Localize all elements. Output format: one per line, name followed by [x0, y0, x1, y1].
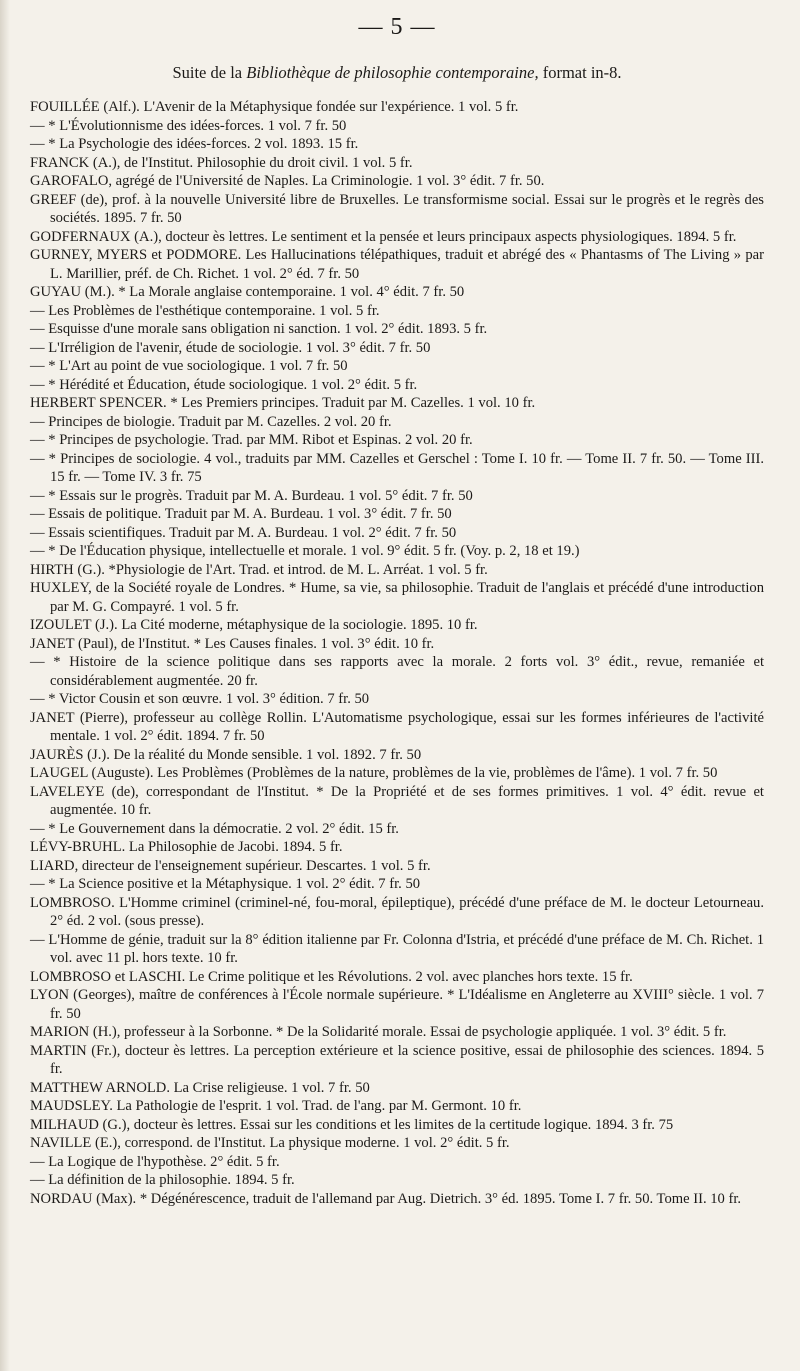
catalogue-entry: MARION (H.), professeur à la Sorbonne. * De la Solidarité morale. Essai de psychologie appliquée. 1 vol. 3° édit. 5 fr.: [30, 1024, 727, 1040]
catalogue-entry: LYON (Georges), maître de conférences à l'École normale supérieure. * L'Idéalisme en Angleterre au XVIII° siècle. 1 vol. 7 fr. 50: [30, 987, 764, 1022]
catalogue-entry: LÉVY-BRUHL. La Philosophie de Jacobi. 1894. 5 fr.: [30, 839, 343, 855]
catalogue-entry: — La Logique de l'hypothèse. 2° édit. 5 fr.: [30, 1153, 280, 1170]
catalogue-entry: — L'Homme de génie, traduit sur la 8° édition italienne par Fr. Colonna d'Istria, et précédé d'une préface de M. Ch. Richet. 1 vol. avec 11 pl. hors texte. 10 fr.: [30, 931, 764, 966]
catalogue-entry: — * La Science positive et la Métaphysique. 1 vol. 2° édit. 7 fr. 50: [30, 876, 421, 892]
catalogue-entry: — * Victor Cousin et son œuvre. 1 vol. 3° édition. 7 fr. 50: [30, 691, 370, 707]
page-number: — 5 —: [358, 14, 436, 40]
catalogue-entry: LIARD, directeur de l'enseignement supérieur. Descartes. 1 vol. 5 fr.: [30, 857, 431, 874]
catalogue-entry: MATTHEW ARNOLD. La Crise religieuse. 1 vol. 7 fr. 50: [30, 1079, 370, 1096]
catalogue-entry: MARTIN (Fr.), docteur ès lettres. La perception extérieure et la science positive, essai de philosophie des sciences. 1894. 5 fr.: [30, 1042, 764, 1077]
catalogue-entry: GUYAU (M.). * La Morale anglaise contemporaine. 1 vol. 4° édit. 7 fr. 50: [30, 284, 465, 300]
catalogue-entry: JAURÈS (J.). De la réalité du Monde sensible. 1 vol. 1892. 7 fr. 50: [30, 746, 422, 763]
catalogue-entry: FOUILLÉE (Alf.). L'Avenir de la Métaphysique fondée sur l'expérience. 1 vol. 5 fr.: [30, 99, 519, 115]
catalogue-entry: — * Principes de sociologie. 4 vol., traduits par MM. Cazelles et Gerschel : Tome I. 10 fr. — Tome II. 7 fr. 50. — Tome III. 15 fr. — Tome IV. 3 fr. 75: [30, 450, 764, 485]
catalogue-entry: — L'Irréligion de l'avenir, étude de sociologie. 1 vol. 3° édit. 7 fr. 50: [30, 339, 431, 356]
catalogue-entry: — * Hérédité et Éducation, étude sociologique. 1 vol. 2° édit. 5 fr.: [30, 376, 418, 393]
catalogue-entry: HUXLEY, de la Société royale de Londres. * Hume, sa vie, sa philosophie. Traduit de l'anglais et précédé d'une introduction par M. G. Compayré. 1 vol. 5 fr.: [30, 580, 764, 615]
catalogue-entry: — * La Psychologie des idées-forces. 2 vol. 1893. 15 fr.: [30, 136, 359, 152]
catalogue-entry: NORDAU (Max). * Dégénérescence, traduit de l'allemand par Aug. Dietrich. 3° éd. 1895. Tome I. 7 fr. 50. Tome II. 10 fr.: [30, 1190, 742, 1207]
catalogue-entry: JANET (Paul), de l'Institut. * Les Causes finales. 1 vol. 3° édit. 10 fr.: [30, 635, 435, 652]
catalogue-entry: — La définition de la philosophie. 1894. 5 fr.: [30, 1172, 295, 1188]
catalogue-entry: — * Histoire de la science politique dans ses rapports avec la morale. 2 forts vol. 3° édit., revue, remaniée et considérablement augmentée. 20 fr.: [30, 654, 764, 689]
catalogue-entry: FRANCK (A.), de l'Institut. Philosophie du droit civil. 1 vol. 5 fr.: [30, 154, 413, 171]
catalogue-entry-list: [30, 98, 764, 1208]
catalogue-entry: LAVELEYE (de), correspondant de l'Institut. * De la Propriété et de ses formes primitives. 1 vol. 4° édit. revue et augmentée. 10 fr.: [30, 783, 764, 818]
catalogue-entry: GODFERNAUX (A.), docteur ès lettres. Le sentiment et la pensée et leurs principaux aspects physiologiques. 1894. 5 fr.: [30, 228, 737, 245]
series-heading: [30, 62, 764, 84]
catalogue-entry: MILHAUD (G.), docteur ès lettres. Essai sur les conditions et les limites de la certitude logique. 1894. 3 fr. 75: [30, 1116, 674, 1133]
catalogue-entry: — Essais scientifiques. Traduit par M. A. Burdeau. 1 vol. 2° édit. 7 fr. 50: [30, 524, 457, 541]
catalogue-entry: MAUDSLEY. La Pathologie de l'esprit. 1 vol. Trad. de l'ang. par M. Germont. 10 fr.: [30, 1098, 522, 1114]
catalogue-entry: HERBERT SPENCER. * Les Premiers principes. Traduit par M. Cazelles. 1 vol. 10 fr.: [30, 395, 536, 411]
catalogue-entry: LAUGEL (Auguste). Les Problèmes (Problèmes de la nature, problèmes de la vie, problèmes de l'âme). 1 vol. 7 fr. 50: [30, 765, 718, 781]
catalogue-entry: — * Principes de psychologie. Trad. par MM. Ribot et Espinas. 2 vol. 20 fr.: [30, 432, 473, 448]
page-edge-shadow: [0, 0, 10, 1371]
catalogue-entry: — * Essais sur le progrès. Traduit par M. A. Burdeau. 1 vol. 5° édit. 7 fr. 50: [30, 487, 473, 504]
catalogue-entry: LOMBROSO. L'Homme criminel (criminel-né, fou-moral, épileptique), précédé d'une préface de M. le docteur Letourneau. 2° éd. 2 vol. (sous presse).: [30, 894, 764, 929]
catalogue-entry: GURNEY, MYERS et PODMORE. Les Hallucinations télépathiques, traduit et abrégé des « Phantasms of The Living » par L. Marillier, préf. de Ch. Richet. 1 vol. 2° éd. 7 fr. 50: [30, 247, 764, 282]
catalogue-entry: — Les Problèmes de l'esthétique contemporaine. 1 vol. 5 fr.: [30, 302, 380, 319]
catalogue-entry: IZOULET (J.). La Cité moderne, métaphysique de la sociologie. 1895. 10 fr.: [30, 617, 478, 633]
catalogue-entry: — * L'Évolutionnisme des idées-forces. 1 vol. 7 fr. 50: [30, 117, 347, 134]
catalogue-entry: NAVILLE (E.), correspond. de l'Institut. La physique moderne. 1 vol. 2° édit. 5 fr.: [30, 1135, 510, 1151]
catalogue-entry: — * De l'Éducation physique, intellectuelle et morale. 1 vol. 9° édit. 5 fr. (Voy. p. 2, 18 et 19.): [30, 543, 580, 559]
catalogue-entry: — Essais de politique. Traduit par M. A. Burdeau. 1 vol. 3° édit. 7 fr. 50: [30, 506, 452, 522]
catalogue-entry: GAROFALO, agrégé de l'Université de Naples. La Criminologie. 1 vol. 3° édit. 7 fr. 50.: [30, 173, 545, 189]
series-title: Bibliothèque de philosophie contemporaine,: [246, 63, 539, 82]
catalogue-entry: — * L'Art au point de vue sociologique. 1 vol. 7 fr. 50: [30, 358, 348, 374]
catalogue-entry: — * Le Gouvernement dans la démocratie. 2 vol. 2° édit. 15 fr.: [30, 820, 399, 837]
series-prefix: Suite de la: [172, 63, 243, 82]
catalogue-entry: HIRTH (G.). *Physiologie de l'Art. Trad. et introd. de M. L. Arréat. 1 vol. 5 fr.: [30, 561, 488, 578]
series-format: format in-8.: [542, 63, 622, 82]
catalogue-entry: — Esquisse d'une morale sans obligation ni sanction. 1 vol. 2° édit. 1893. 5 fr.: [30, 321, 488, 337]
catalogue-entry: — Principes de biologie. Traduit par M. Cazelles. 2 vol. 20 fr.: [30, 413, 392, 430]
catalogue-entry: JANET (Pierre), professeur au collège Rollin. L'Automatisme psychologique, essai sur les formes inférieures de l'activité mentale. 1 vol. 2° édit. 1894. 7 fr. 50: [30, 709, 764, 744]
catalogue-entry: GREEF (de), prof. à la nouvelle Université libre de Bruxelles. Le transformisme social. Essai sur le progrès et le regrès des sociétés. 1895. 7 fr. 50: [30, 191, 764, 226]
catalogue-entry: LOMBROSO et LASCHI. Le Crime politique et les Révolutions. 2 vol. avec planches hors texte. 15 fr.: [30, 968, 633, 985]
